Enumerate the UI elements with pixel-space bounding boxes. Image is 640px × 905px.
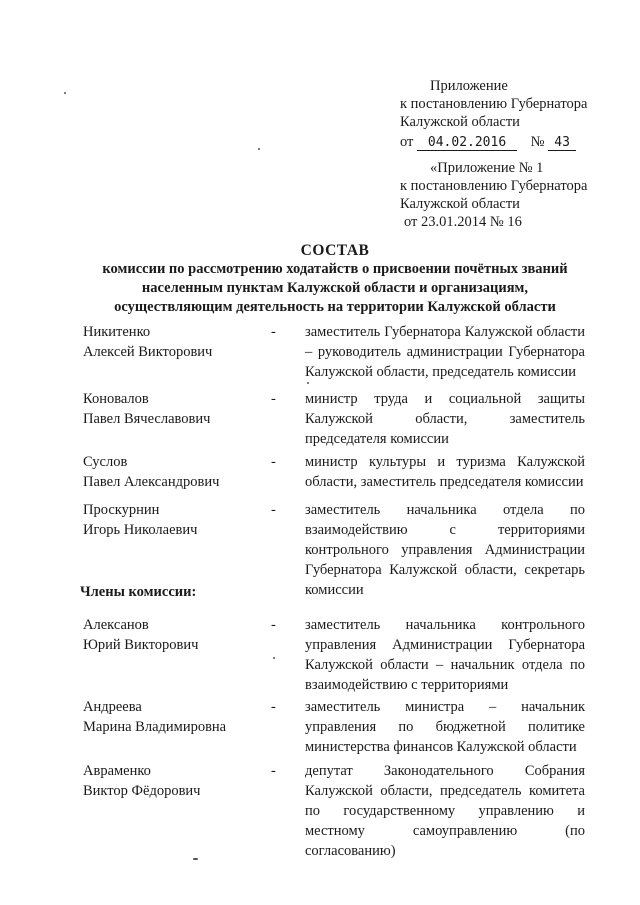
appendix-date-line [400, 133, 587, 151]
separator-dash: - [271, 699, 276, 715]
separator-dash: - [271, 763, 276, 779]
separator-dash: - [271, 324, 276, 340]
document-title [0, 241, 640, 317]
member-surname: Проскурнин [83, 502, 160, 518]
scan-speck [193, 858, 198, 860]
orig-appendix-line2: к постановлению Губернатора [400, 178, 588, 194]
member-given-names: Павел Вячеславович [83, 411, 211, 427]
scan-speck [258, 148, 260, 150]
member-role: министр культуры и туризма Калужской области, заместитель председателя комиссии [305, 454, 585, 490]
member-given-names: Павел Александрович [83, 474, 220, 490]
member-name [83, 452, 219, 492]
member-name [83, 500, 197, 540]
orig-appendix-line3: Калужской области [400, 196, 520, 212]
member-given-names: Юрий Викторович [83, 637, 199, 653]
title-line1: комиссии по рассмотрению ходатайств о присвоении почётных званий [102, 261, 568, 277]
orig-appendix-line4: от 23.01.2014 № 16 [404, 214, 522, 230]
member-role: заместитель Губернатора Калужской области – руководитель администрации Губернатора Калужской области, председатель комиссии [305, 324, 585, 380]
separator-dash: - [271, 391, 276, 407]
member-surname: Андреева [83, 699, 142, 715]
scan-speck [64, 92, 66, 94]
number-prefix: № [530, 134, 545, 150]
member-surname: Алексанов [83, 617, 149, 633]
appendix-line1: Приложение [430, 78, 508, 94]
appendix-line3: Калужской области [400, 114, 520, 130]
member-surname: Никитенко [83, 324, 151, 340]
decree-number: 43 [548, 135, 576, 151]
member-name [83, 615, 198, 655]
member-role: заместитель начальника контрольного управления Администрации Губернатора Калужской области – начальник отдела по взаимодействию с территориями [305, 617, 585, 693]
appendix-block [400, 77, 587, 151]
member-given-names: Марина Владимировна [83, 719, 227, 735]
separator-dash: - [271, 502, 276, 518]
member-given-names: Виктор Фёдорович [83, 783, 201, 799]
scan-speck [273, 657, 275, 659]
member-role: депутат Законодательного Собрания Калужской области, председатель комитета по государственному управлению и местному самоуправлению (по согласованию) [305, 763, 585, 859]
member-surname: Коновалов [83, 391, 149, 407]
orig-appendix-line1: «Приложение № 1 [430, 160, 544, 176]
member-role: министр труда и социальной защиты Калужской области, заместитель председателя комиссии [305, 391, 585, 447]
date-prefix: от [400, 134, 414, 150]
original-appendix-block [400, 159, 587, 231]
title-head: СОСТАВ [300, 242, 370, 259]
member-surname: Авраменко [83, 763, 151, 779]
member-name [83, 389, 210, 429]
appendix-line2: к постановлению Губернатора [400, 96, 588, 112]
member-name [83, 322, 212, 362]
decree-date: 04.02.2016 [417, 135, 517, 151]
separator-dash: - [271, 617, 276, 633]
member-given-names: Алексей Викторович [83, 344, 213, 360]
member-given-names: Игорь Николаевич [83, 522, 198, 538]
title-line3: осуществляющим деятельность на территории Калужской области [114, 299, 556, 315]
member-name [83, 697, 226, 737]
member-name [83, 761, 200, 801]
member-role: заместитель министра – начальник управления по бюджетной политике министерства финансов Калужской области [305, 699, 585, 755]
member-surname: Суслов [83, 454, 128, 470]
member-role: заместитель начальника отдела по взаимодействию с территориями контрольного управления Администрации Губернатора Калужской области, секретарь комиссии [305, 502, 585, 598]
title-line2: населенным пунктам Калужской области и организациям, [141, 280, 529, 296]
separator-dash: - [271, 454, 276, 470]
scan-speck [307, 382, 309, 384]
members-heading: Члены комиссии: [80, 584, 197, 600]
